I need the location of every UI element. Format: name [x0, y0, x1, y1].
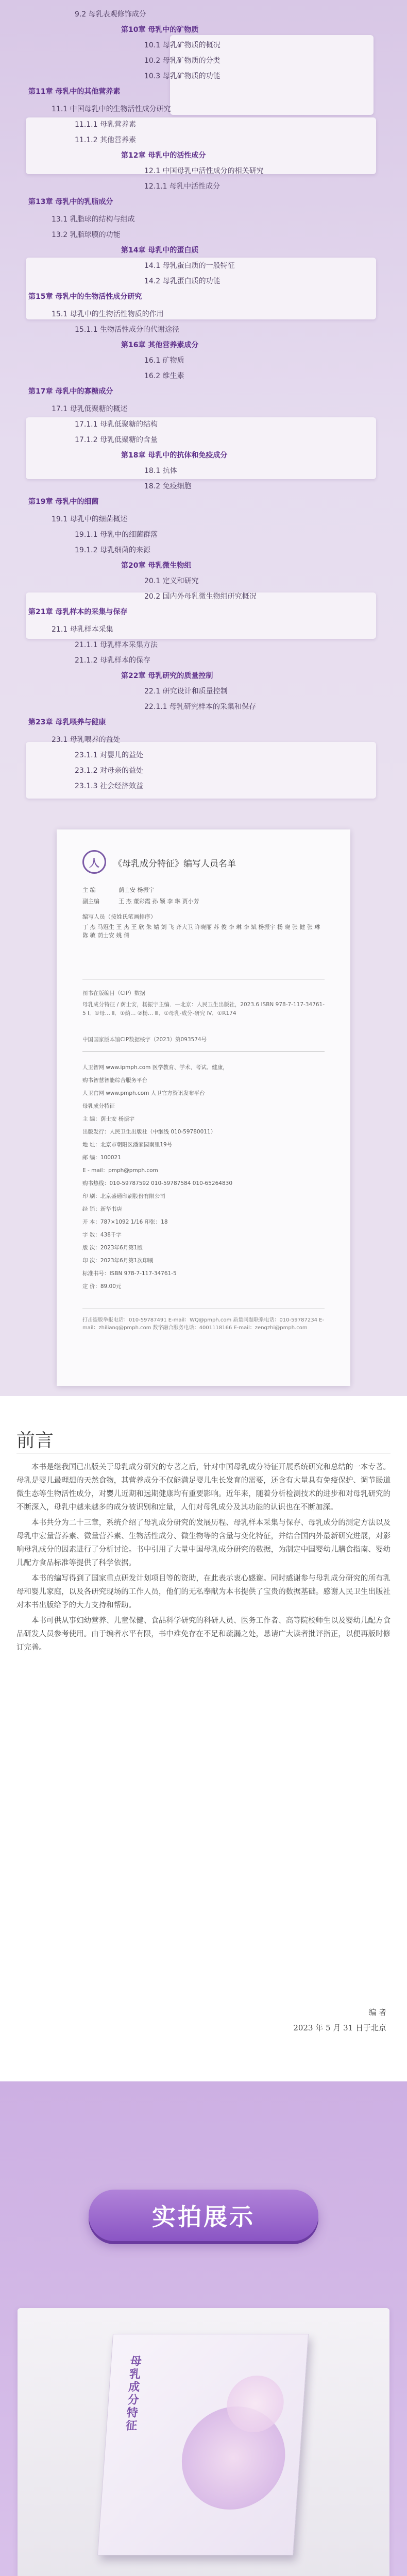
imprint-line: 开 本：787×1092 1/16 印张：18	[82, 1219, 168, 1225]
imprint-line: 母乳成分特征	[82, 1103, 115, 1109]
preface-section	[0, 1396, 407, 2081]
toc-entry: 23.1.3 社会经济效益	[75, 782, 143, 790]
toc-section	[0, 0, 407, 819]
toc-entry: 11.1.1 母乳营养素	[75, 121, 136, 129]
toc-entry: 14.2 母乳蛋白质的功能	[144, 277, 221, 285]
imprint-line: 字 数：438千字	[82, 1232, 122, 1238]
toc-entry: 21.1 母乳样本采集	[52, 625, 113, 634]
toc-entry: 11.1.2 其他营养素	[75, 136, 136, 144]
book-title: 母乳成分特征	[123, 2355, 142, 2432]
preface-paragraph: 本书可供从事妇幼营养、儿童保健、食品科学研究的科研人员、医务工作者、高等院校师生以及婴幼儿配方食品研发人员参考使用。由于编者水平有限，书中难免存在不足和疏漏之处，恳请广大读者批评指正，以便再版时修订完善。	[16, 1617, 391, 1652]
imprint-line: 地 址：北京市朝阳区潘家园南里19号	[82, 1142, 173, 1148]
table-of-contents	[28, 0, 384, 819]
toc-entry: 22.1.1 母乳研究样本的采集和保存	[144, 703, 256, 711]
imprint-line: 主 编：荫士安 杨振宇	[82, 1116, 135, 1122]
copyright-section	[0, 819, 407, 1396]
preface-heading: 前言	[16, 1430, 54, 1451]
imprint-line: 邮 编：100021	[82, 1155, 121, 1161]
toc-entry: 20.1 定义和研究	[144, 577, 199, 585]
toc-entry: 第15章 母乳中的生物活性成分研究	[28, 293, 142, 301]
role-deputy: 副主编	[82, 898, 99, 905]
toc-entry: 23.1 母乳喂养的益处	[52, 736, 121, 744]
toc-entry: 第10章 母乳中的矿物质	[121, 26, 199, 34]
toc-entry: 19.1.2 母乳细菌的来源	[75, 546, 150, 554]
toc-entry: 19.1 母乳中的细菌概述	[52, 515, 128, 523]
toc-entry: 第18章 母乳中的抗体和免疫成分	[121, 451, 228, 460]
toc-entry: 第12章 母乳中的活性成分	[121, 151, 206, 160]
imprint-line: 印 刷：北京盛通印刷股份有限公司	[82, 1193, 165, 1199]
toc-entry: 18.1 抗体	[144, 467, 177, 475]
book-cover	[97, 2334, 309, 2555]
toc-entry: 11.1 中国母乳中的生物活性成分研究	[52, 105, 171, 113]
imprint-line: 人卫官网 www.pmph.com 人卫官方资讯发布平台	[82, 1090, 205, 1096]
toc-entry: 16.1 矿物质	[144, 357, 184, 365]
editor-list-title: 《母乳成分特征》编写人员名单	[113, 859, 236, 869]
toc-entry: 15.1 母乳中的生物活性物质的作用	[52, 310, 164, 318]
cip-body: 母乳成分特征 / 荫士安，杨振宇主编．—北京：人民卫生出版社，2023.6 ISBN 978-7-117-34761-5 Ⅰ．①母… Ⅱ．①荫… ②杨… Ⅲ．①母乳-成分-研究 Ⅳ．①R174	[82, 1002, 325, 1016]
imprint-line: 印 次：2023年6月第1次印刷	[82, 1258, 154, 1264]
toc-entry: 22.1 研究设计和质量控制	[144, 687, 228, 696]
toc-entry: 15.1.1 生物活性成分的代谢途径	[75, 326, 179, 334]
publisher-logo: 人	[82, 850, 106, 874]
toc-entry: 19.1.1 母乳中的细菌群落	[75, 531, 158, 539]
toc-entry: 第13章 母乳中的乳脂成分	[28, 198, 113, 206]
cip-number: 中国国家版本馆CIP数据核字（2023）第093574号	[82, 1037, 207, 1043]
imprint-line: 购书智慧智能综合服务平台	[82, 1077, 147, 1083]
piracy-notice: 打击盗版举报电话：010-59787491 E-mail：WQ@pmph.com 质量问题联系电话：010-59787234 E-mail：zhiliang@pmph.com 数字融合服务电话：4001118166 E-mail：zengzhi@pmph.com	[82, 1317, 325, 1331]
author-names: 丁 杰 马冠生 王 杰 王 欣 朱 婧 刘 飞 齐大卫 许晓丽 苏 俊 李 琳 李 斌 杨振宇 杨 晓 张 健 张 琳 陈 敏 荫士安 姚 倩	[82, 924, 320, 939]
toc-entry: 第16章 其他营养素成分	[121, 341, 199, 349]
toc-entry: 第20章 母乳微生物组	[121, 562, 192, 570]
toc-entry: 18.2 免疫细胞	[144, 482, 192, 490]
toc-entry: 12.1.1 母乳中活性成分	[144, 182, 220, 191]
toc-entry: 17.1 母乳低聚糖的概述	[52, 405, 128, 413]
role-chief: 主 编	[82, 887, 96, 893]
imprint-list	[82, 1061, 325, 1293]
toc-entry: 14.1 母乳蛋白质的一般特征	[144, 262, 235, 270]
toc-entry: 第19章 母乳中的细菌	[28, 498, 99, 506]
toc-entry: 17.1.2 母乳低聚糖的含量	[75, 436, 158, 444]
toc-entry: 第11章 母乳中的其他营养素	[28, 88, 121, 96]
copyright-page	[57, 829, 350, 1386]
toc-entry: 10.1 母乳矿物质的概况	[144, 41, 221, 49]
toc-entry: 17.1.1 母乳低聚糖的结构	[75, 420, 158, 429]
preface-date: 2023 年 5 月 31 日于北京	[293, 2023, 386, 2032]
divider	[82, 1051, 325, 1052]
toc-entry: 21.1.1 母乳样本采集方法	[75, 641, 158, 649]
showcase-banner: 实拍展示	[89, 2190, 318, 2241]
toc-entry: 20.2 国内外母乳微生物组研究概况	[144, 592, 257, 601]
photo-book-cover	[18, 2308, 389, 2576]
toc-entry: 10.2 母乳矿物质的分类	[144, 57, 221, 65]
preface-body	[16, 1461, 391, 1656]
toc-entry: 12.1 中国母乳中活性成分的相关研究	[144, 167, 264, 175]
toc-entry: 13.1 乳脂球的结构与组成	[52, 215, 135, 224]
imprint-line: 标准书号：ISBN 978-7-117-34761-5	[82, 1270, 177, 1277]
imprint-line: 人卫智网 www.ipmph.com 医学教育、学术、考试、健康，	[82, 1064, 228, 1071]
photo-showcase-section	[0, 2081, 407, 2576]
imprint-line: 经 销：新华书店	[82, 1206, 122, 1212]
preface-paragraph: 本书的编写得到了国家重点研发计划项目等的资助，在此表示衷心感谢。同时感谢参与母乳成分研究的所有乳母和婴儿家庭，以及各研究现场的工作人员，他们的无私奉献为本书提供了宝贵的数据基础。感谢人民卫生出版社对本书出版给予的大力支持和帮助。	[16, 1574, 391, 1609]
preface-paragraph: 本书是继我国已出版关于母乳成分研究的专著之后，针对中国母乳成分特征开展系统研究和总结的一本专著。母乳是婴儿最理想的天然食物，其营养成分不仅能满足婴儿生长发育的需要，还含有大量具有免疫保护、调节肠道微生态等生物活性成分，对婴儿近期和远期健康均有重要影响。近年来，随着分析检测技术的进步和对母乳研究的不断深入，母乳中越来越多的成分被识别和定量，人们对母乳成分及其功能的认识也在不断加深。	[16, 1463, 391, 1512]
imprint-line: E - mail：pmph@pmph.com	[82, 1167, 158, 1174]
chief-editors: 荫士安 杨振宇	[118, 887, 155, 893]
deputy-editors: 王 杰 董彩霞 孙 颖 李 琳 贾小芳	[118, 898, 199, 905]
toc-entry: 第21章 母乳样本的采集与保存	[28, 608, 128, 616]
toc-entry: 第14章 母乳中的蛋白质	[121, 246, 199, 255]
toc-entry: 23.1.1 对婴儿的益处	[75, 751, 143, 759]
role-authors: 编写人员（按姓氏笔画排序）	[82, 913, 156, 920]
toc-entry: 13.2 乳脂球膜的功能	[52, 231, 121, 239]
toc-entry: 9.2 母乳表观修饰成分	[75, 10, 146, 19]
cip-heading: 图书在版编目（CIP）数据	[82, 990, 145, 996]
toc-entry: 第22章 母乳研究的质量控制	[121, 672, 213, 680]
preface-paragraph: 本书共分为二十三章，系统介绍了母乳成分研究的发展历程、母乳样本采集与保存、母乳成分的测定方法以及母乳中宏量营养素、微量营养素、生物活性成分、微生物等的含量与变化特征，并结合国内外最新研究进展，对影响母乳成分的因素进行了分析讨论。书中引用了大量中国母乳成分研究的数据，为制定中国婴幼儿膳食指南、婴幼儿配方食品标准等提供了科学依据。	[16, 1519, 391, 1567]
imprint-line: 版 次：2023年6月第1版	[82, 1245, 143, 1251]
toc-entry: 第23章 母乳喂养与健康	[28, 718, 106, 726]
imprint-line: 定 价：89.00元	[82, 1283, 122, 1290]
toc-entry: 21.1.2 母乳样本的保存	[75, 656, 150, 665]
toc-entry: 16.2 维生素	[144, 372, 184, 380]
toc-entry: 第17章 母乳中的寡糖成分	[28, 387, 113, 396]
toc-entry: 23.1.2 对母亲的益处	[75, 767, 143, 775]
preface-signature: 编 者	[368, 2008, 386, 2017]
toc-entry: 10.3 母乳矿物质的功能	[144, 72, 221, 80]
imprint-line: 出版发行：人民卫生出版社（中继线 010-59780011）	[82, 1129, 216, 1135]
imprint-line: 购书热线：010-59787592 010-59787584 010-65264830	[82, 1180, 232, 1187]
